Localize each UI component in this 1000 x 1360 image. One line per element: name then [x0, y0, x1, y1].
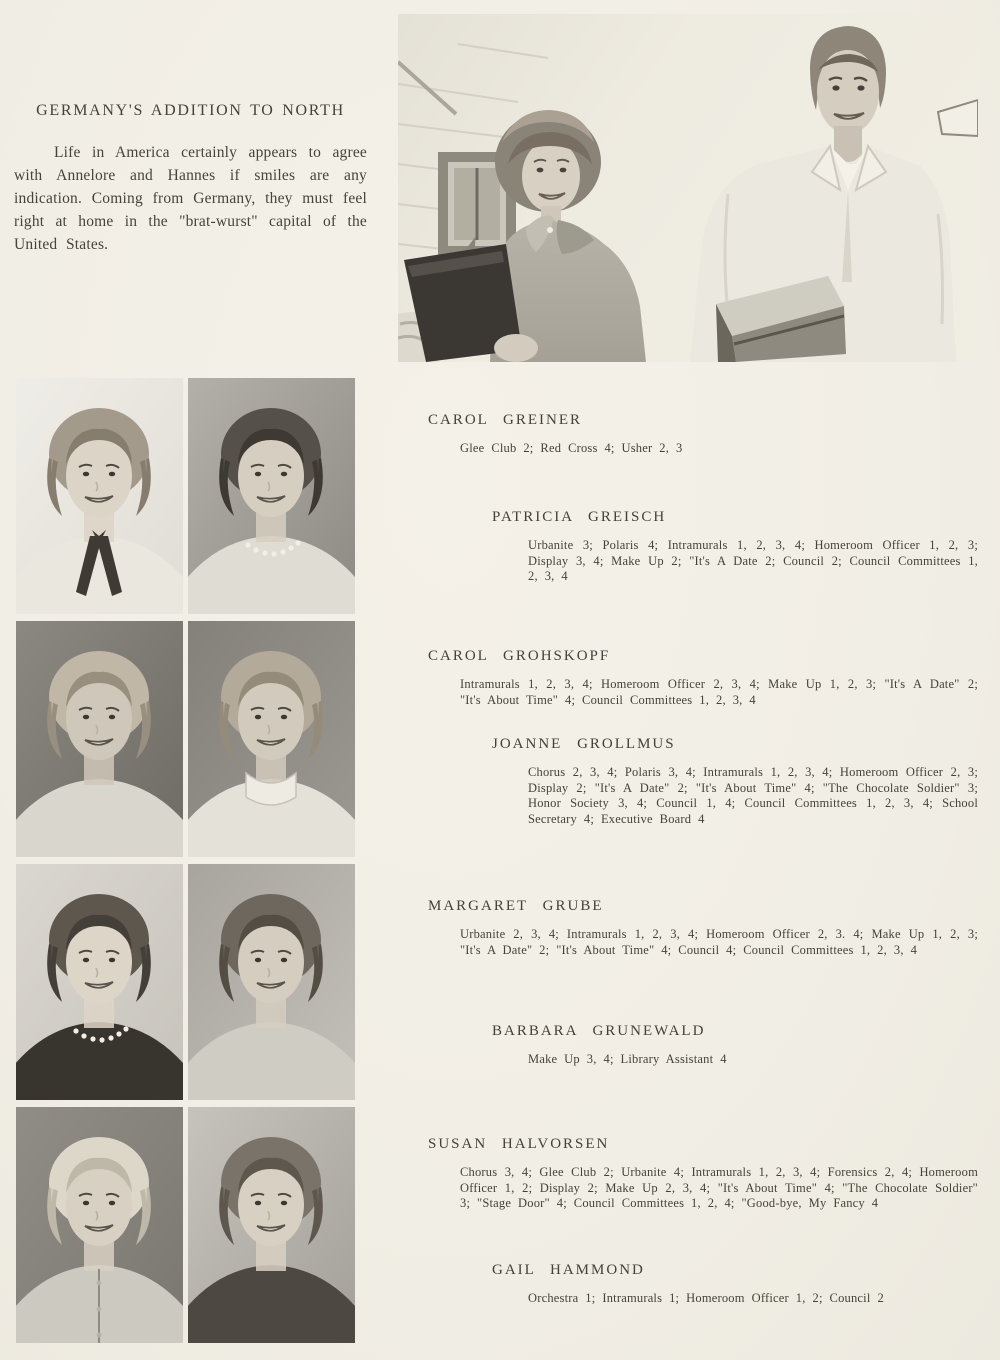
feature-photo-illustration [398, 14, 978, 362]
student-entry [428, 412, 980, 457]
student-entry [428, 1136, 980, 1212]
student-name: SUSAN HALVORSEN [428, 1136, 610, 1152]
student-entry [428, 1262, 980, 1307]
portrait-photo-1 [16, 378, 183, 614]
student-name: CAROL GREINER [428, 412, 583, 428]
feature-photo [398, 14, 978, 362]
portrait-photo-6 [188, 864, 355, 1100]
student-name: PATRICIA GREISCH [492, 509, 667, 525]
portrait-photo-3 [16, 621, 183, 857]
student-entry [428, 898, 980, 958]
portrait-photo-5 [16, 864, 183, 1100]
portrait-photo-8 [188, 1107, 355, 1343]
intro-article [14, 102, 367, 256]
article-body: Life in America certainly appears to agree with Annelore and Hannes if smiles are any indication. Coming from Germany, they must feel right at home in the "brat-wurst" capital of the United States. [14, 144, 367, 253]
student-entry [428, 736, 980, 827]
portrait-photo-7 [16, 1107, 183, 1343]
student-activities: Urbanite 3; Polaris 4; Intramurals 1, 2, 3, 4; Homeroom Officer 1, 2, 3; Display 3, 4; Make Up 2; "It's A Date 2; Council 2; Council Committees 1, 2, 3, 4 [528, 538, 978, 583]
student-name: BARBARA GRUNEWALD [492, 1023, 706, 1039]
portrait-illustration [16, 378, 183, 614]
student-name: CAROL GROHSKOPF [428, 648, 611, 664]
student-name: GAIL HAMMOND [492, 1262, 645, 1278]
portrait-illustration [188, 864, 355, 1100]
student-name: MARGARET GRUBE [428, 898, 604, 914]
student-activities: Orchestra 1; Intramurals 1; Homeroom Officer 1, 2; Council 2 [528, 1291, 884, 1305]
portrait-grid [16, 378, 355, 1343]
student-activities: Chorus 2, 3, 4; Polaris 3, 4; Intramurals 1, 2, 3, 4; Homeroom Officer 2, 3; Display 2; "It's A Date" 2; "It's About Time" 4; "The Chocolate Soldier" 3; Honor Society 3, 4; Council 1, 4; Council Committees 1, 2, 3, 4; School Secretary 4; Executive Board 4 [528, 765, 978, 826]
article-title: GERMANY'S ADDITION TO NORTH [36, 102, 345, 119]
portrait-photo-4 [188, 621, 355, 857]
student-entry [428, 1023, 980, 1068]
portrait-illustration [188, 378, 355, 614]
portrait-illustration [16, 1107, 183, 1343]
student-activities: Intramurals 1, 2, 3, 4; Homeroom Officer 2, 3, 4; Make Up 1, 2, 3; "It's A Date" 2; "It's About Time" 4; Council Committees 1, 2, 3, 4 [460, 677, 978, 707]
portrait-illustration [188, 621, 355, 857]
portrait-illustration [188, 1107, 355, 1343]
student-activities: Make Up 3, 4; Library Assistant 4 [528, 1052, 727, 1066]
portrait-illustration [16, 621, 183, 857]
portrait-photo-2 [188, 378, 355, 614]
student-activities: Chorus 3, 4; Glee Club 2; Urbanite 4; Intramurals 1, 2, 3, 4; Forensics 2, 4; Homeroom Officer 1, 2; Display 2; Make Up 2, 3, 4; "It's About Time" 4; "The Chocolate Soldier" 3; "Stage Door" 4; Council Committees 1, 2, 4; "Good-bye, My Fancy 4 [460, 1165, 978, 1210]
student-entry [428, 648, 980, 708]
student-activities: Glee Club 2; Red Cross 4; Usher 2, 3 [460, 441, 683, 455]
portrait-illustration [16, 864, 183, 1100]
student-name: JOANNE GROLLMUS [492, 736, 676, 752]
student-activities: Urbanite 2, 3, 4; Intramurals 1, 2, 3, 4; Homeroom Officer 2, 3. 4; Make Up 1, 2, 3; "It's A Date" 2; "It's About Time" 4; Council 4; Council Committees 1, 2, 3, 4 [460, 927, 978, 957]
student-entry [428, 509, 980, 585]
